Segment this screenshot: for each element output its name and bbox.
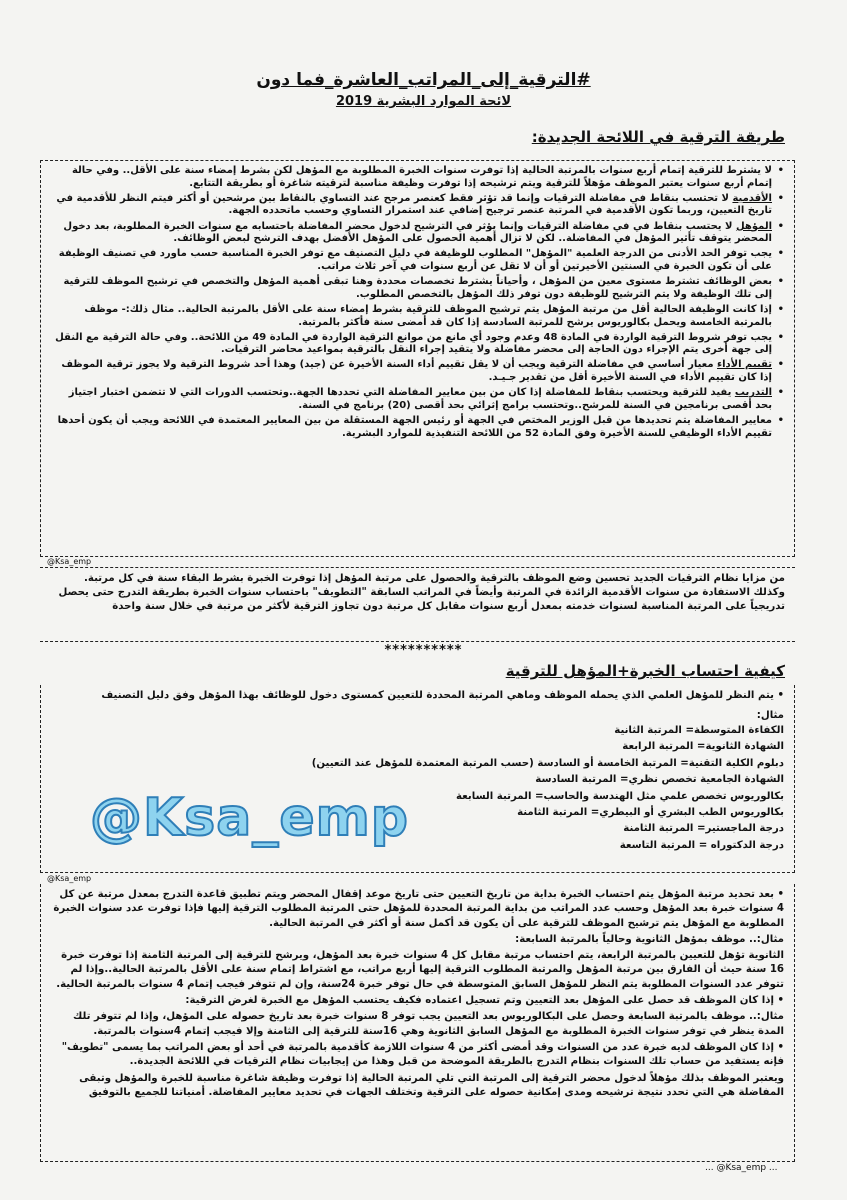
handle-label: @Ksa_emp (47, 557, 92, 566)
item-lead: التدريب (734, 387, 772, 399)
item-text: يجب توفر شروط الترقية الواردة في المادة 48 وعدم وجود أي مانع من موانع الترقية الواردة في المادة 49 من اللائحة.. وفي حالة الترقية مع النقل إلى جهة أخرى يتم الإجراء دون الحاجة إلى محضر مفاضلة ولا يتقيد إجراء النقل بالترقية بمواعيد محاضر الترقيات. (55, 331, 772, 356)
item-lead: الأقدمية (732, 192, 772, 204)
body-paragraph: • إذا كان الموظف قد حصل على المؤهل بعد التعيين وتم تسجيل اعتماده فكيف يحتسب المؤهل مع الخبرة لغرض الترقية: (185, 995, 784, 1007)
body-paragraph: مثال:.. موظف بالمرتبة السابعة وحصل على البكالوريوس بعد التعيين يجب توفر 8 سنوات خبرة بعد تاريخ حصوله على المؤهل، وإذا لم تتوفر تلك المدة ينظر في توفر سنوات الخبرة المطلوبة مع المؤهل السابق الثانوية وهي 16سنة للترقية إلى الثامنة وإلا فيجب إتمام 4سنوات بالمرتبة. (73, 1011, 784, 1037)
section1-item (51, 359, 784, 384)
document-subtitle: لائحة الموارد البشرية 2019 (335, 94, 512, 109)
item-text: إذا كانت الوظيفة الحالية أقل من مرتبة المؤهل يتم ترشيح الموظف للترقية بشرط إمضاء سنة على الأقل بالمرتبة الحالية.. مثال ذلك:- موظف بالمرتبة الخامسة ويحمل بكالوريوس يرشح للمرتبة السادسة إذا كان قد أمضى سنة فأكثر بالمرتبة. (84, 303, 772, 328)
item-text: يجب توفر الحد الأدنى من الدرجة العلمية "المؤهل" المطلوب للوظيفة في دليل التصنيف مع توفر الخبرة المناسبة حسب ماورد في تصنيف الوظيفة على أن تكون الخبرة في السنتين الأخيرتين أو أن لا تقل عن أربع سنوات في آخر ثلاث مراتب. (58, 248, 772, 272)
body-paragraph: • بعد تحديد مرتبة المؤهل يتم احتساب الخبرة بداية من تاريخ التعيين حتى تاريخ موعد إقفال المحضر ويتم تطبيق قاعدة التدرج بمعدل مرتبة عن كل 4 سنوات خبرة بعد المؤهل وحسب عدد المراتب من بداية المرتبة المحددة للمؤهل حتى المرتبة المطلوب الترقية إليها فإذا توفرت عدد سنوات الخبرة المطلوبة مع المؤهل يتم ترشيح الموظف للترقية على أن يكون قد أكمل سنة أو أكثر في المرتبة الحالية. (53, 889, 784, 929)
example-item: دبلوم الكلية التقنية= المرتبة الخامسة أو السادسة (حسب المرتبة المعتمدة للمؤهل عند التعيين) (311, 757, 784, 769)
watermark-handle: @Ksa_emp (90, 788, 410, 848)
section1-item (51, 332, 784, 357)
example-item: درجة الدكتوراه = المرتبة التاسعة (619, 839, 784, 851)
section1-item (51, 165, 784, 190)
item-lead: المؤهل (735, 220, 772, 232)
section1-list (51, 165, 784, 440)
section1-item (51, 248, 784, 273)
section1-item (51, 193, 784, 218)
body-paragraph: ويعتبر الموظف بذلك مؤهلاً لدخول محضر الترقية إلى المرتبة التي تلي المرتبة الحالية إذا توفرت وظيفة شاغرة مناسبة للخبرة والمؤهل وتبقى المفاضلة هي التي تحدد نتيجة ترشيحه ومدى إمكانية حصوله على الترقية وتختلف الجهات في تحديد معايير المفاضلة. أمنياتنا للجميع بالتوفيق (79, 1072, 784, 1098)
section1-item (51, 276, 784, 301)
example-item: الشهادة الثانوية= المرتبة الرابعة (622, 741, 784, 753)
example-item: درجة الماجستير= المرتبة الثامنة (623, 823, 784, 835)
intro-box (40, 567, 795, 642)
separator-stars: ********** (384, 643, 463, 658)
body-paragraph: • إذا كان الموظف لديه خبرة عدد من السنوات وقد أمضى أكثر من 4 سنوات اللازمة كأقدمية بالمرتبة في أحد أو بعض المراتب بما يسمى "تطويف" فإنه يستفيد من حساب تلك السنوات بنظام التدرج بالطريقة الموضحة من قبل وهذا من إيجابيات نظام الترقيات في اللائحة الجديدة.. (61, 1041, 784, 1068)
example-item: الشهادة الجامعية تخصص نظري= المرتبة السادسة (535, 774, 784, 786)
intro-line: وكذلك الاستفادة من سنوات الأقدمية الزائدة في المرتبة وأيضاً في المراتب السابقة "التطويف" باحتساب سنوات الخبرة بطريقة التدرج حتى يحصل تدريجياً على المرتبة المناسبة لسنوات خدمته بمعدل أربع سنوات مقابل كل مرتبة دون تجاوز الترقية لأكثر من مرتبة في خلال سنة واحدة (58, 587, 785, 612)
item-text: لا يشترط للترقية إتمام أربع سنوات بالمرتبة الحالية إذا توفرت سنوات الخبرة المطلوبة مع المؤهل لكن بشرط إمضاء سنة على الأقل.. وفي حالة إتمام أربع سنوات يعتبر الموظف مؤهلاً للترقية ويتم ترشيحه إذا توفرت وظيفة مناسبة لترقيته شاغرة أو بطريقة التتابع. (71, 165, 772, 189)
example-item: بكالوريوس الطب البشري أو البيطري= المرتبة الثامنة (517, 807, 784, 819)
body-paragraphs (51, 888, 784, 1100)
section1-item (51, 304, 784, 329)
item-text: لا يحتسب بنقاط في في مفاضلة الترقيات وإنما يؤثر في الترشيح لدخول محضر المفاضلة باحتسابه مع سنوات الخبرة المطلوبة، بعد دخول المحضر يتوقف تأثير المؤهل في المفاضلة.. لكن لا تزال أهمية الحصول على المؤهل الأفضل بهدف الترشح لبعض الوظائف. (63, 220, 772, 245)
intro-line: من مزايا نظام الترقيات الجديد تحسين وضع الموظف بالترقية والحصول على مرتبة المؤهل إذا توفرت الخبرة بشرط البقاء سنة في كل مرتبة. (84, 573, 785, 584)
item-text: يفيد للترقية ويحتسب بنقاط للمفاضلة إذا كان من بين معايير المفاضلة التي تحددها الجهة..وتحتسب الدورات التي لا تتضمن اختبار اجتياز بحد أقصى برنامجين في السنة للمرشح..وتحتسب برامج إثرائي بحد أقصى (20) برنامج في السنة. (68, 387, 772, 411)
handle-label: @Ksa_emp (47, 874, 92, 883)
section1-item (51, 415, 784, 440)
item-text: لا تحتسب بنقاط في مفاضلة الترقيات وإنما قد تؤثر فقط كعنصر مرجح عند التساوي بالنقاط بين مرشحين أو أكثر فيتم النظر للأقدمية في تاريخ التعيين، وربما تكون الأقدمية في المرتبة عنصر ترجيح إضافي عند استمرار التساوي وحسب ماتحدده الجهة. (56, 192, 772, 217)
example-item: بكالوريوس تخصص علمي مثل الهندسة والحاسب= المرتبة السابعة (455, 790, 784, 802)
example-label: مثال: (756, 710, 784, 721)
section1-title: طريقة الترقية في اللائحة الجديدة: (531, 128, 785, 146)
item-text: بعض الوظائف تشترط مستوى معين من المؤهل ، وأحياناً يشترط تخصصات محددة وهنا تبقى أهمية المؤهل والتخصص في ترشيح الموظف للترقية إلى تلك الوظيفة ولا يتم الترشيح للوظيفة دون توفر ذلك المؤهل بالتخصص المطلوب. (63, 276, 772, 300)
document-header (0, 0, 847, 109)
body-paragraph: الثانوية تؤهل للتعيين بالمرتبة الرابعة، يتم احتساب مرتبة مقابل كل 4 سنوات خبرة بعد المؤهل، ويرشح للترقية إلى المرتبة الثامنة إذا توفرت خبرة 16 سنة حيث أن الفارق بين مرتبة المؤهل والمرتبة المطلوب الترقية إليها أربع مراتب، مع اشتراط إتمام سنة على الأقل بالمرتبة الحالية..وإذا لم تتوفر عدد السنوات المطلوبة يتم النظر للمؤهل السابق المتوسطة في حال توفر خبرة 24سنة، وإن لم تتوفر فيجب إتمام 4 سنوات بالمرتبة الحالية. (56, 950, 784, 990)
item-lead: تقييم الأداء (717, 359, 772, 371)
item-text: معيار أساسي في مفاضلة الترقية ويجب أن لا يقل تقييم أداء السنة الأخيرة عن (جيد) وهذا أحد شروط الترقية ولا يجوز ترقية الموظف إذا كان تقييم الأداء في السنة الأخيرة أقل من تقدير جـيـد. (61, 359, 772, 384)
hashtag-title[interactable]: #الترقية_إلى_المراتب_العاشرة_فما دون (256, 70, 591, 90)
section2-title: كيفية احتساب الخبرة+المؤهل للترقية (505, 662, 785, 680)
body-box (40, 884, 795, 1162)
section2-bullet-text: يتم النظر للمؤهل العلمي الذي يحمله الموظف وماهي المرتبة المحددة للتعيين كمستوى دخول للوظائف بهذا المؤهل وفق دليل التصنيف (101, 690, 774, 701)
item-text: معايير المفاضلة يتم تحديدها من قبل الوزير المختص في الجهة أو رئيس الجهة المستقلة من بين المعايير المعتمدة في اللائحة ويجب أن يكون أحدها تقييم الأداء الوظيفي للسنة الأخيرة وفق المادة 52 من اللائحة التنفيذية للموارد البشرية. (57, 415, 772, 439)
section1-item (51, 221, 784, 246)
section2-bullet: • يتم النظر للمؤهل العلمي الذي يحمله الموظف وماهي المرتبة المحددة للتعيين كمستوى دخول للوظائف بهذا المؤهل وفق دليل التصنيف (101, 690, 784, 701)
body-paragraph: مثال:.. موظف بمؤهل الثانوية وحالياً بالمرتبة السابعة: (515, 933, 784, 945)
example-item: الكفاءة المتوسطة= المرتبة الثانية (614, 725, 784, 736)
section1-item (51, 387, 784, 412)
footer-handle: ... @Ksa_emp ... (705, 1163, 778, 1173)
section1-box (40, 160, 795, 557)
